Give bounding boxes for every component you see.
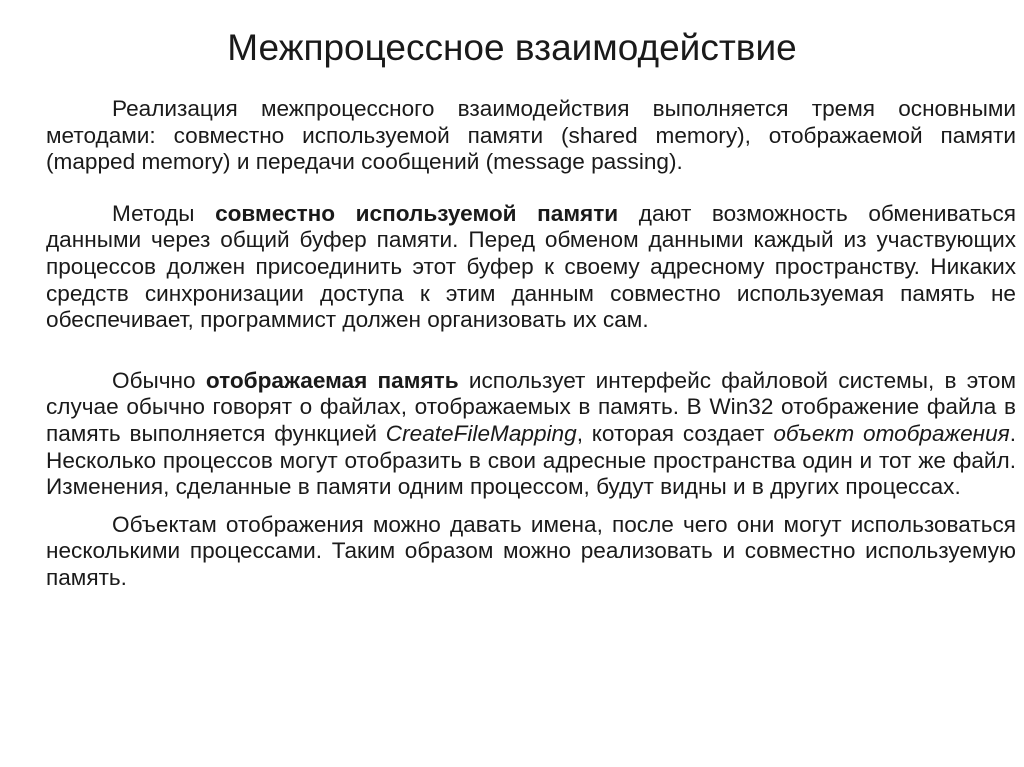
term-mapped-memory: отображаемая память <box>205 367 459 393</box>
function-name: CreateFileMapping <box>385 420 577 446</box>
slide-title: Межпроцессное взаимодействие <box>227 27 797 68</box>
text-run: дают возможность обмениваться данными через общий буфер памяти. Перед обменом данными каждый из участвующих процессов должен присоединить этот буфер к своему адресному пространству. Никаких средств синхронизации доступа к этим данным совместно используемая память не обеспечивает, программист должен организовать их сам. <box>46 200 1016 333</box>
text-run: Методы <box>112 200 216 226</box>
slide-body <box>46 96 1016 592</box>
text-run: , которая создает <box>576 420 774 446</box>
text-run: . Несколько процессов могут отобразить в свои адресные пространства один и тот же файл. Изменения, сделанные в памяти одним процессом, будут видны и в других процессах. <box>46 420 1016 500</box>
paragraph-shared-memory <box>46 201 1016 334</box>
term-mapping-object: объект отображения <box>773 420 1010 446</box>
paragraph-mapped-memory <box>46 368 1016 501</box>
text-run: Обычно <box>112 367 206 393</box>
term-shared-memory: совместно используемой памяти <box>215 200 619 226</box>
text-run: использует интерфейс файловой системы, в этом случае обычно говорят о файлах, отображаемых в память. В Win32 отображение файла в память выполняется функцией <box>46 367 1016 446</box>
paragraph-methods-overview: Реализация межпроцессного взаимодействия выполняется тремя основными методами: совместно используемой памяти (shared memory), отображаемой памяти (mapped memory) и передачи сообщений (message passing). <box>46 96 1016 175</box>
paragraph-named-objects: Объектам отображения можно давать имена, после чего они могут использоваться несколькими процессами. Таким образом можно реализовать и совместно используемую память. <box>46 511 1016 590</box>
